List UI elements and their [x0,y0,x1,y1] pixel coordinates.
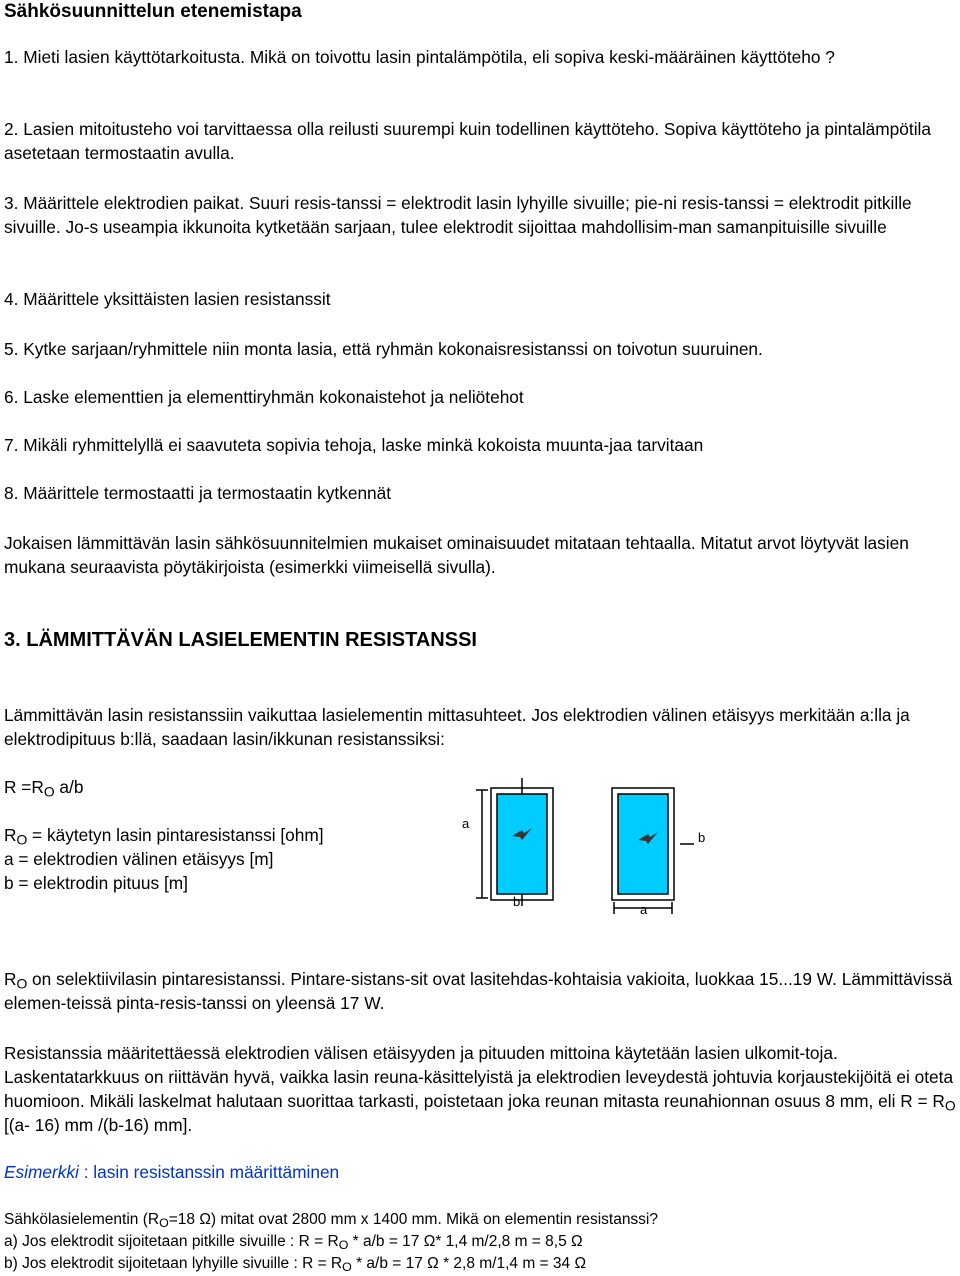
label-b-bottom: b [513,894,521,909]
step-8: 8. Määrittele termostaatti ja termostaatin kytkennät [4,483,392,503]
intro-paragraph: Jokaisen lämmittävän lasin sähkösuunnitelmien mukaiset ominaisuudet mitataan tehtaalla. Mitatut arvot löytyvät lasien mukana seuraavista pöytäkirjoista (esimerkki viimeisellä sivulla). [4,533,909,577]
label-a-bottom: a [640,902,648,917]
label-b-right: b [698,830,706,845]
label-a-left: a [462,816,470,831]
example-title: : lasin resistanssin määrittäminen [78,1162,340,1182]
step-7: 7. Mikäli ryhmittelyllä ei saavuteta sopivia tehoja, laske minkä kokoista muunta-jaa tarvitaan [4,435,704,455]
glass-pane-right [618,794,668,894]
ro-paragraph: $R_O$ on selektiivilasin pintaresistanssi. Pintare-sistans-sit ovat lasitehdas-kohtaisia vakioita, luokkaa 15...19 W. Lämmittävissä elemen-teissä pinta-resis-tanssi on yleensä 17 W. [4,969,953,1013]
step-5: 5. Kytke sarjaan/ryhmittele niin monta lasia, että ryhmän kokonaisresistanssi on toivotun suuruinen. [4,339,763,359]
example-answer-a: a) Jos elektrodit sijoitetaan pitkille sivuille : $R = R_O * a/b = 17$ Ω* 1,4 m/2,8 m = 8,5 Ω [4,1233,583,1253]
example-label: Esimerkki [4,1162,79,1182]
example-heading [4,1160,956,1184]
page-title: Sähkösuunnittelun etenemistapa [4,1,302,22]
glass-long-side-electrodes [462,778,553,909]
resistance-formula: $R =R_O$ a/b [4,777,84,800]
step-6: 6. Laske elementtien ja elementtiryhmän kokonaistehot ja neliötehot [4,387,524,407]
glass-short-side-electrodes [612,788,705,917]
electrode-diagram [440,770,740,920]
definition-b: b = elektrodin pituus [m] [4,873,188,893]
step-4: 4. Määrittele yksittäisten lasien resistanssit [4,289,331,309]
section-paragraph: Lämmittävän lasin resistanssiin vaikuttaa lasielementin mittasuhteet. Jos elektrodien välinen etäisyys merkitään a:lla ja elektrodipituus b:llä, saadaan lasin/ikkunan resistanssiksi: [4,705,910,749]
step-3: 3. Määrittele elektrodien paikat. Suuri resis-tanssi = elektrodit lasin lyhyille sivuille; pie-ni resis-tanssi = elektrodit pitkille sivuille. Jo-s useampia ikkunoita kytketään sarjaan, tulee elektrodit sijoittaa mahdollisim-man samanpituisille sivuille [4,193,912,237]
step-2: 2. Lasien mitoitusteho voi tarvittaessa olla reilusti suurempi kuin todellinen käyttöteho. Sopiva käyttöteho ja pintalämpötila asetetaan termostaatin avulla. [4,119,931,163]
step-1: 1. Mieti lasien käyttötarkoitusta. Mikä on toivottu lasin pintalämpötila, eli sopiva keski-määräinen käyttöteho ? [4,47,835,67]
section-heading: 3. LÄMMITTÄVÄN LASIELEMENTIN RESISTANSSI [4,629,477,651]
definition-ro: $R_O$ = käytetyn lasin pintaresistanssi [ohm] [4,825,324,848]
measurement-paragraph: Resistanssia määritettäessä elektrodien välisen etäisyyden ja pituuden mittoina käytetään lasien ulkomit-toja. Laskentatarkkuus on riittävän hyvä, vaikka lasin reuna-käsittelyistä ja elektrodien leveydestä johtuvia korjaustekijöitä ei oteta huomioon. Mikäli laskelmat halutaan suorittaa tarkasti, poistetaan joka reunan mitasta reunahionnan osuus 8 mm, eli $R = R_O$ [(a- 16) mm /(b-16) mm]. [4,1043,956,1135]
example-answer-b: b) Jos elektrodit sijoitetaan lyhyille sivuille : $R = R_O * a/b = 17$ Ω * 2,8 m/1,4 m = 34 Ω [4,1255,587,1275]
definition-a: a = elektrodien välinen etäisyys [m] [4,849,274,869]
example-question: Sähkölasielementin ($R_O=18$ Ω) mitat ovat 2800 mm x 1400 mm. Mikä on elementin resistanssi? [4,1211,658,1231]
glass-pane-left [497,794,547,894]
